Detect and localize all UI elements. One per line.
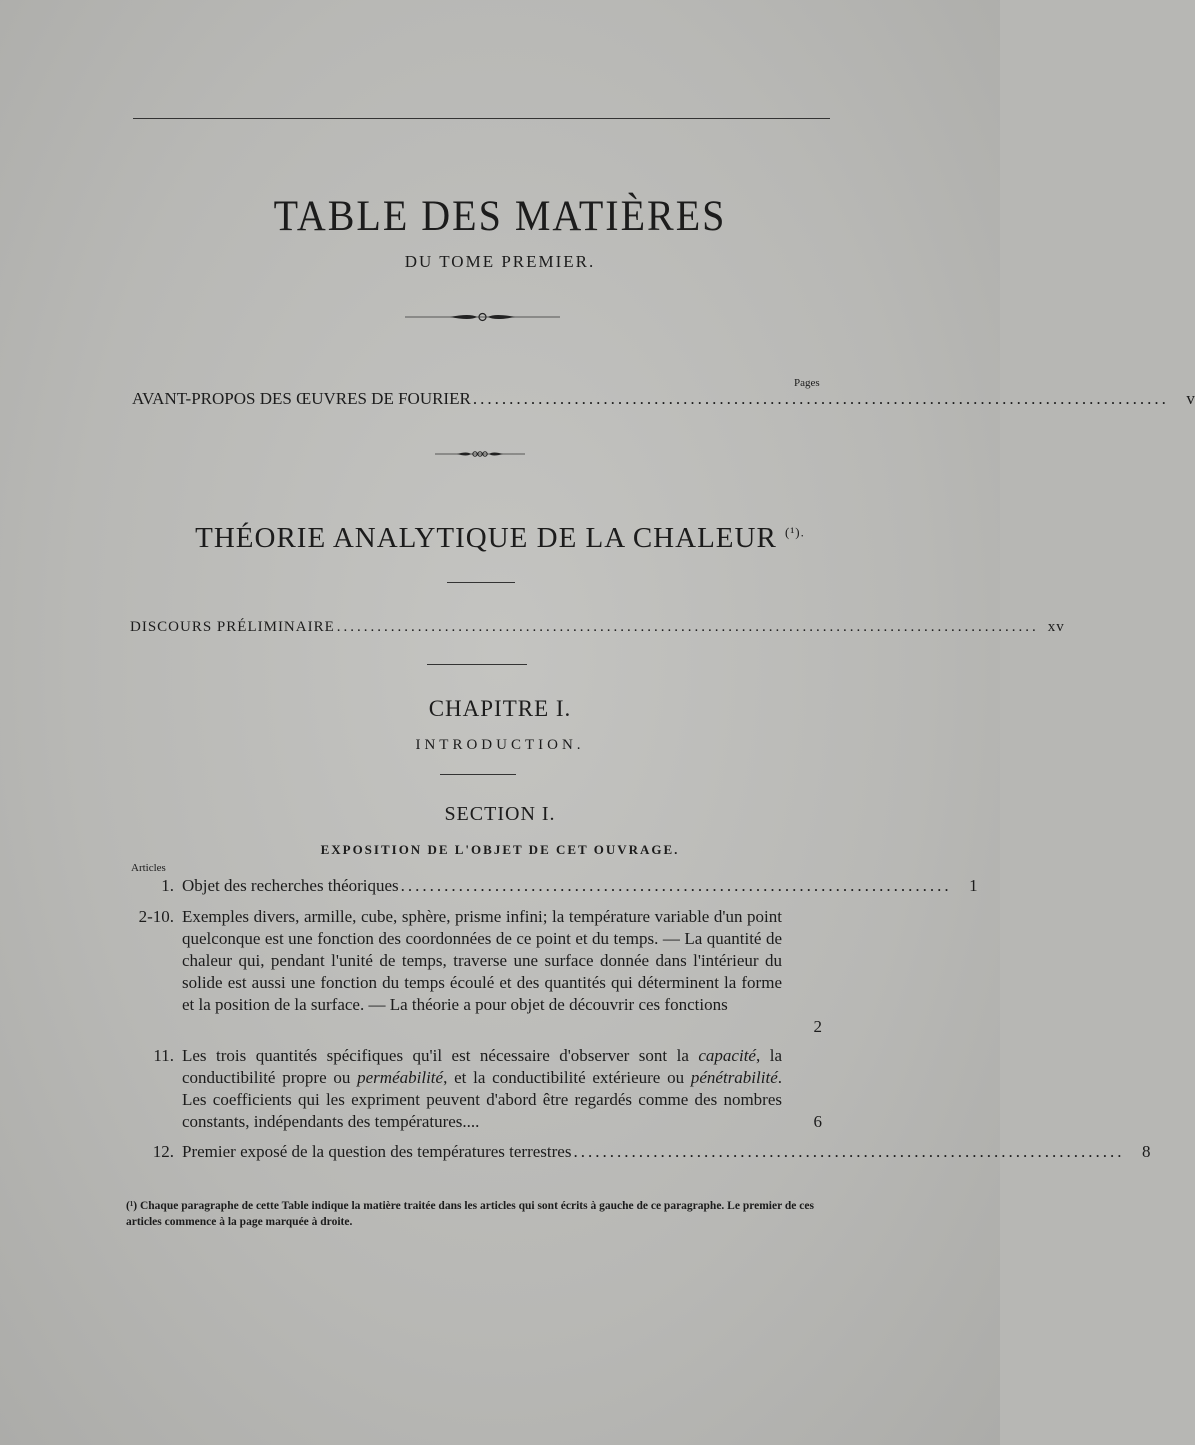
pages-column-label: Pages [794, 377, 820, 389]
entry-text: Objet des recherches théoriques [182, 876, 399, 895]
toc-entry-line [182, 875, 978, 899]
short-rule [447, 582, 515, 583]
toc-entry [130, 875, 978, 899]
ornament-divider [435, 448, 525, 460]
entry-text: Exemples divers, armille, cube, sphère, prisme infini; la température variable d'un point quelconque est une fonction des coordonnées de ce point et du temps. — La quantité de chaleur qui, pendant l'unité de temps, traverse une surface donnée dans l'intérieur du solide est aussi une fonction du temps écoulé et des quantités qui déterminent la forme et la position de la surface. — La théorie a pour objet de découvrir ces fonctions [182, 907, 782, 1014]
section-title: SECTION I. [444, 803, 556, 825]
article-number: 11. [153, 1046, 174, 1065]
chapter-title: CHAPITRE I. [428, 696, 572, 721]
article-number: 1. [161, 876, 174, 895]
entry-page-number: 6 [813, 1112, 822, 1131]
toc-label: DISCOURS PRÉLIMINAIRE [130, 619, 335, 635]
article-number: 12. [152, 1142, 174, 1161]
entry-page-number: 8 [1141, 1142, 1151, 1161]
text-segment: , la conductibilité propre ou [182, 1046, 782, 1087]
text-italic: pénétrabilité [690, 1068, 778, 1087]
toc-entry-line [182, 1141, 1151, 1165]
toc-entry [130, 906, 830, 1038]
toc-page-number: v [1186, 389, 1195, 408]
toc-discours [130, 619, 1065, 643]
text-italic: perméabilité [357, 1068, 444, 1087]
ornament-divider [405, 310, 560, 324]
text-segment: Les trois quantités spécifiques qu'il est nécessaire d'observer sont la [182, 1046, 699, 1065]
short-rule [427, 664, 527, 665]
chapter-subtitle: INTRODUCTION. [415, 737, 585, 753]
dot-leader: ........................................................................................................ [336, 619, 1039, 635]
toc-avant-propos [132, 389, 1195, 413]
dot-leader: ............................................................................ [573, 1142, 1125, 1161]
toc-label: AVANT-PROPOS DES ŒUVRES DE FOURIER [132, 389, 471, 408]
entry-text: Premier exposé de la question des températures terrestres [182, 1142, 572, 1161]
entry-page-number: 1 [969, 876, 978, 895]
text-italic: capacité [698, 1046, 756, 1065]
text-segment: . Les coefficients qui les expriment peuvent d'abord être regardés comme des nombres constants, indépendants des températures.... [182, 1068, 782, 1131]
short-rule [440, 774, 516, 775]
footnote: (¹) Chaque paragraphe de cette Table indique la matière traitée dans les articles qui sont écrits à gauche de ce paragraphe. Le premier de ces articles commence à la page marquée à droite. [126, 1200, 814, 1228]
toc-entry [130, 1141, 1151, 1165]
footnote-mark: (¹). [785, 524, 805, 540]
text-segment: , et la conductibilité extérieure ou [443, 1068, 691, 1087]
top-rule [133, 118, 830, 119]
article-number: 2-10. [138, 907, 174, 926]
section-subtitle: EXPOSITION DE L'OBJET DE CET OUVRAGE. [320, 842, 680, 857]
entry-text [182, 1045, 782, 1133]
articles-column-label: Articles [131, 862, 166, 874]
dot-leader: ................................................................................................ [472, 389, 1169, 408]
work-title-text: THÉORIE ANALYTIQUE DE LA CHALEUR [195, 522, 777, 554]
page-subtitle: DU TOME PREMIER. [404, 252, 596, 271]
entry-page-number: 2 [813, 1017, 822, 1036]
work-title [0, 522, 1000, 555]
toc-page-number: xv [1047, 619, 1065, 635]
dot-leader: ............................................................................ [400, 876, 952, 895]
page-title: TABLE DES MATIÈRES [273, 191, 727, 240]
toc-entry [130, 1045, 830, 1133]
